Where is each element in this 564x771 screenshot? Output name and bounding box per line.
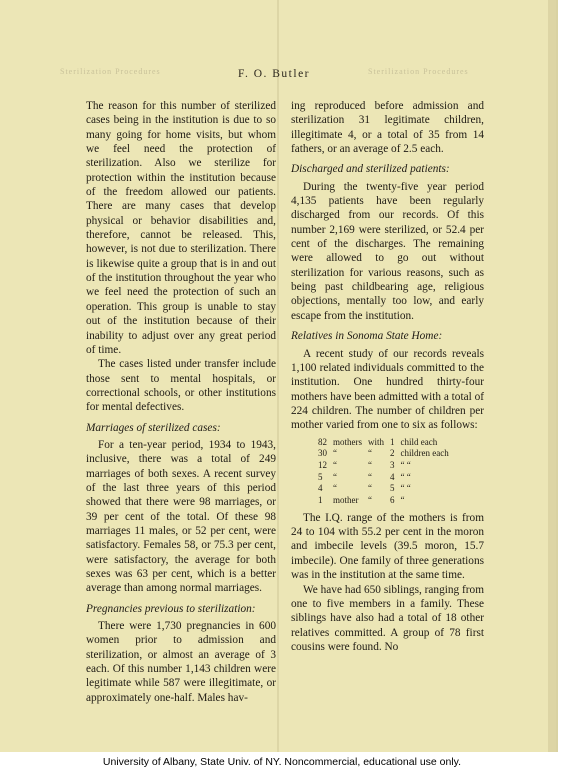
paragraph: The I.Q. range of the mothers is from 24 to 104 with 55.2 per cent in the moron and imbecile levels (39.5 moron, 15.7 imbecile). One family of three generations was in the institution at the same time. <box>291 511 484 582</box>
paragraph: For a ten-year period, 1934 to 1943, inclusive, there was a total of 249 marriages of both sexes. A recent survey of the last three years of this period showed that there were 98 marriages, or 39 per cent of the total. Of these 98 marriages 11 males, or 52 per cent, were satisfactory. Females 58, or 75.3 per cent, were satisfactory, the average for both sexes was 63 per cent, which is a better average than among normal marriages. <box>86 438 276 595</box>
table-cell: “ <box>333 448 337 459</box>
table-cell: 4 <box>390 471 395 482</box>
table-cell: “ <box>333 459 337 470</box>
table-row <box>315 483 452 495</box>
table-cell: “ “ <box>400 459 411 470</box>
table-cell: child each <box>400 436 438 447</box>
paragraph: The cases listed under transfer include those sent to mental hospitals, or correctional schools, or other institutions for mental defectives. <box>86 358 276 414</box>
section-heading: Pregnancies previous to sterilization: <box>86 602 256 615</box>
table-cell: “ “ <box>400 483 411 494</box>
paragraph: A recent study of our records reveals 1,100 related individuals committed to the institution. One hundred thirty-four mothers have been admitted with a total of 224 children. The number of children per mother varied from one to six as follows: <box>291 347 484 432</box>
table-cell: 4 <box>318 483 323 494</box>
paragraph: ing reproduced before admission and sterilization 31 legitimate children, illegitimate 4, or a total of 35 from 14 fathers, or an average of 2.5 each. <box>291 100 484 156</box>
table-row <box>315 472 452 484</box>
table-cell: 1 <box>318 495 323 506</box>
paragraph: There were 1,730 pregnancies in 600 women prior to admission and sterilization, or almost an average of 3 each. Of this number 1,143 children were legitimate while 587 were illegitimate, or approximately one-half. Males hav- <box>86 620 276 704</box>
mothers-children-table <box>315 437 452 507</box>
table-cell: “ <box>368 483 372 494</box>
table-cell: 1 <box>390 436 395 447</box>
right-column <box>291 99 484 654</box>
paragraph: The reason for this number of sterilized cases being in the institution is due to so many going for home visits, but whom we feel need the protection of sterilization. Also we sterilize for protection within the institution because of the freedom allowed our patients. There are many cases that develop physical or behavior disabilities and, therefore, cannot be released. This, however, is not due to sterilization. There is likewise quite a group that is in and out of the institution throughout the year who we feel need the protection of such an operation. This group is unable to stay out of the institution because of their inability to adjust over any great period of time. <box>86 100 276 356</box>
table-cell: “ <box>368 459 372 470</box>
table-row <box>315 495 452 507</box>
bleed-through-text: Sterilization Procedures <box>60 67 161 76</box>
table-cell: 82 <box>318 436 327 447</box>
left-column <box>86 99 276 705</box>
paragraph: We have had 650 siblings, ranging from one to five members in a family. These siblings have also had a total of 18 other relatives committed. A group of 78 first cousins were found. No <box>291 583 484 653</box>
table-cell: “ <box>368 495 372 506</box>
table-cell: 5 <box>390 483 395 494</box>
section-heading: Relatives in Sonoma State Home: <box>291 330 443 343</box>
table-cell: “ <box>333 471 337 482</box>
table-cell: “ <box>368 471 372 482</box>
section-heading: Discharged and sterilized patients: <box>291 163 450 176</box>
table-cell: mother <box>333 495 359 506</box>
table-row <box>315 437 452 449</box>
table-cell: 12 <box>318 459 327 470</box>
table-cell: 3 <box>390 459 395 470</box>
table-cell: “ <box>400 495 405 506</box>
table-cell: 2 <box>390 448 395 459</box>
table-row <box>315 448 452 460</box>
page-fold <box>277 0 279 752</box>
table-cell: mothers <box>333 436 362 447</box>
table-cell: 30 <box>318 448 327 459</box>
table-cell: 6 <box>390 495 395 506</box>
paragraph: During the twenty-five year period 4,135 patients have been regularly discharged from our records. Of this number 2,169 were sterilized, or 52.4 per cent of the discharges. The remaining were allowed to go out without sterilization for various reasons, such as being past childbearing age, religious objections, mentally too low, and early escape from the institution. <box>291 180 484 322</box>
table-cell: “ “ <box>400 471 411 482</box>
table-cell: “ <box>368 448 372 459</box>
table-cell: 5 <box>318 471 323 482</box>
table-row <box>315 460 452 472</box>
archive-credit: University of Albany, State Univ. of NY. Noncommercial, educational use only. <box>102 756 462 768</box>
bleed-through-text: Sterilization Procedures <box>368 67 469 76</box>
table-cell: with <box>368 436 385 447</box>
table-cell: “ <box>333 483 337 494</box>
section-heading: Marriages of sterilized cases: <box>86 421 221 434</box>
page-edge <box>548 0 556 752</box>
table-cell: children each <box>400 448 449 459</box>
running-head: F. O. Butler <box>237 68 311 80</box>
